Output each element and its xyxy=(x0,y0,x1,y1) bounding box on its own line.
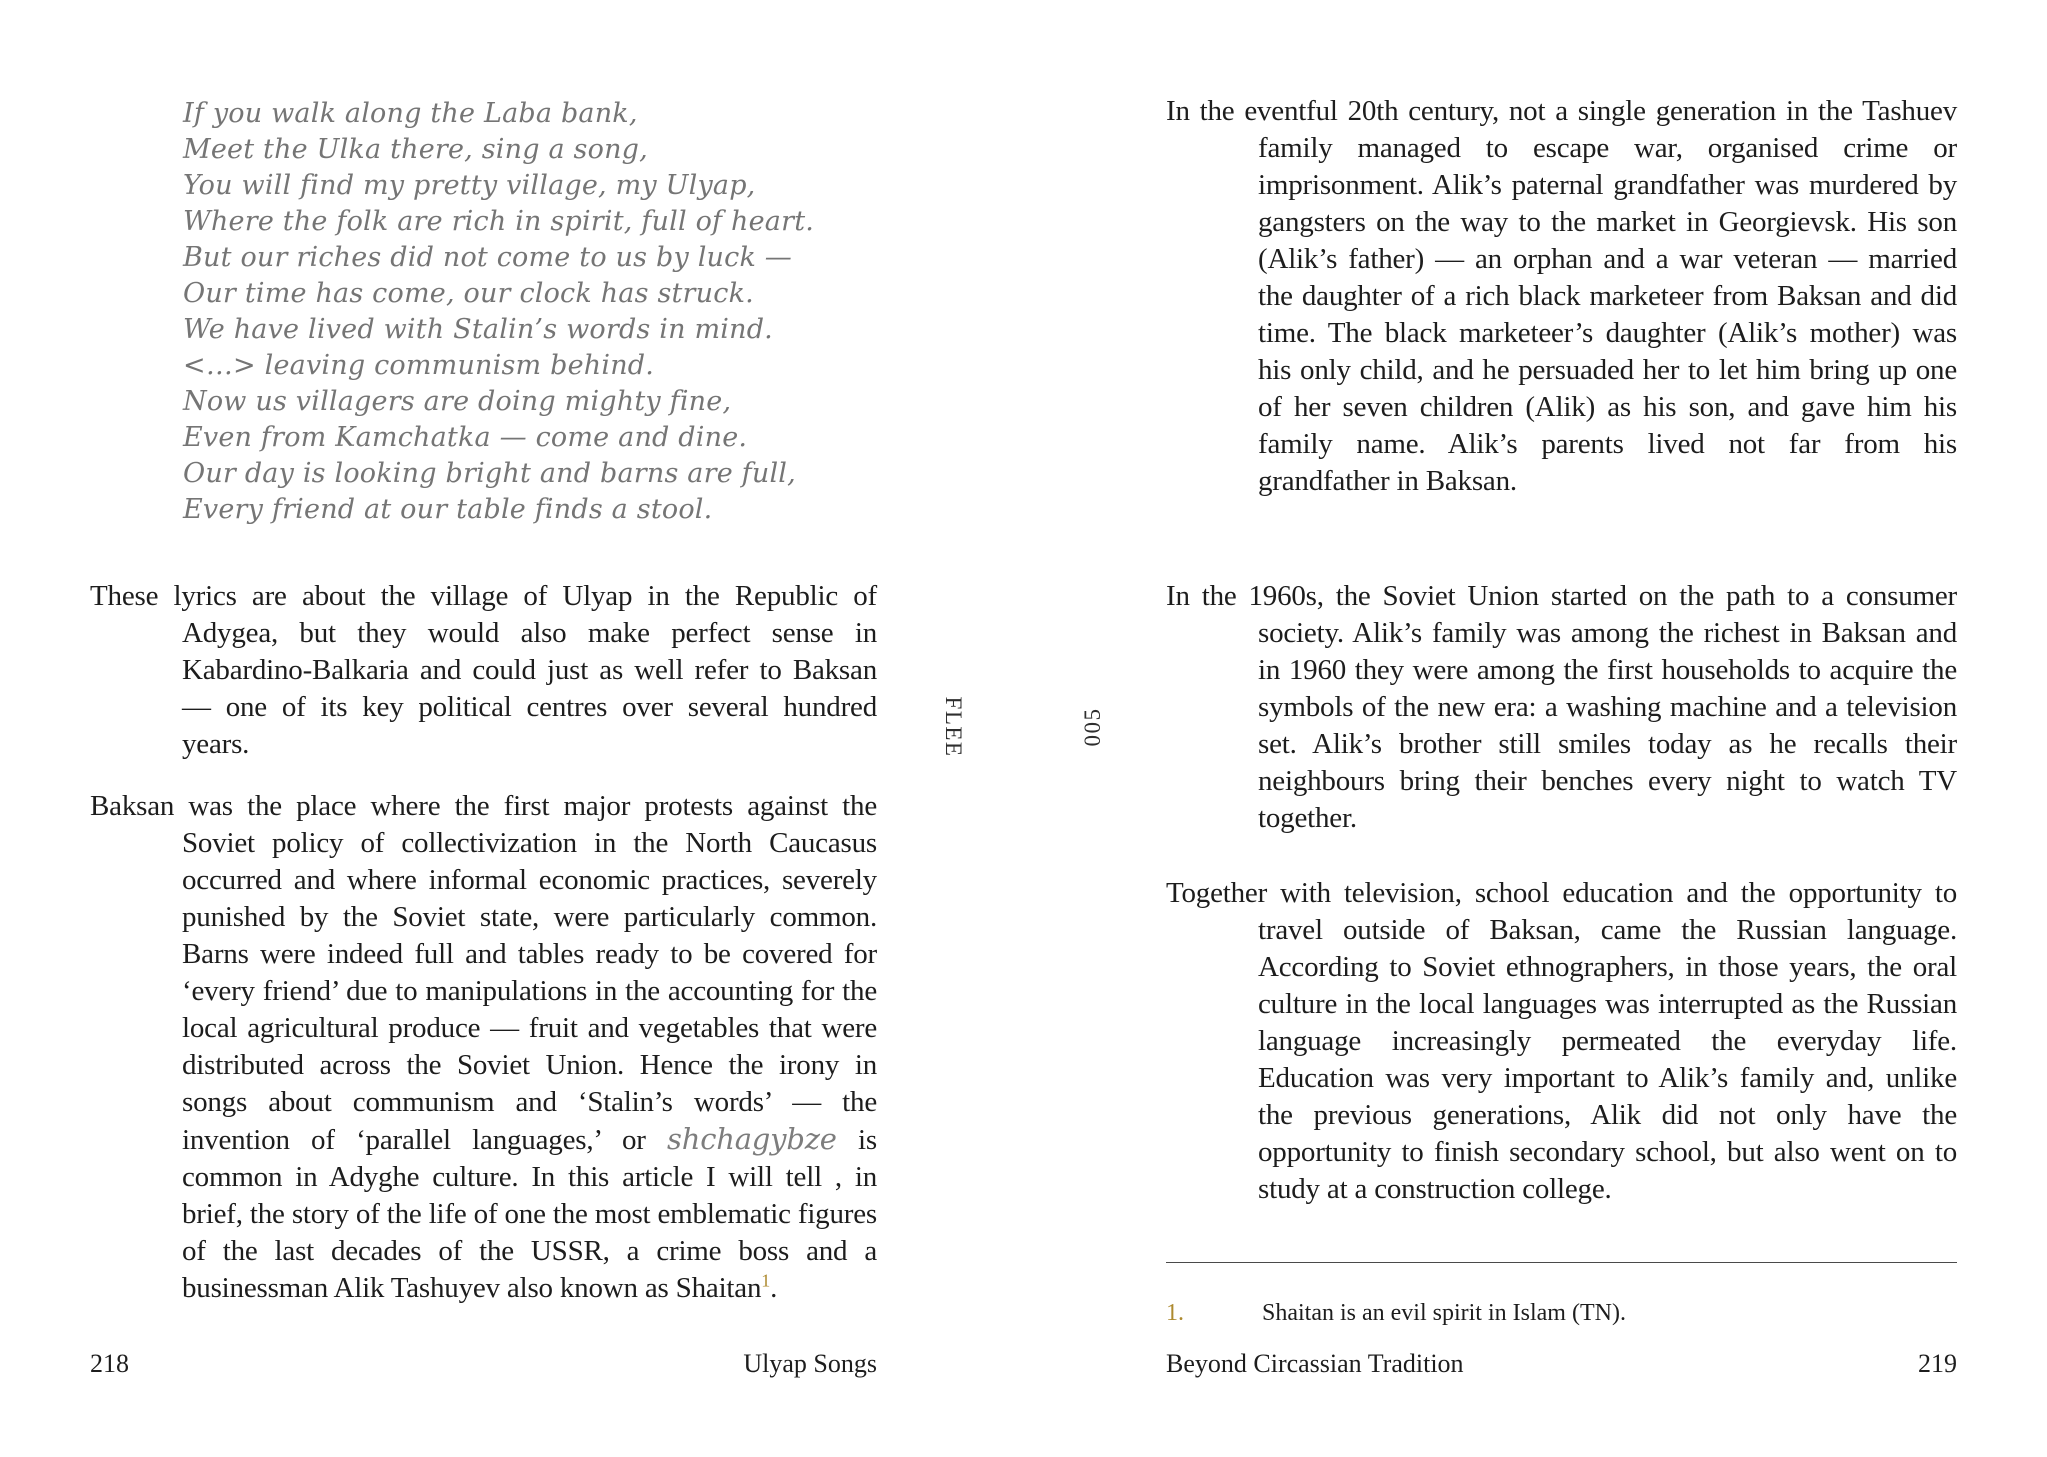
paragraph-segment: . xyxy=(770,1272,778,1304)
poem-line: If you walk along the Laba bank, xyxy=(183,98,638,129)
page-number-right: 219 xyxy=(1918,1349,1957,1378)
poem-line: But our riches did not come to us by luck — xyxy=(183,242,792,273)
paragraph-20th-century: In the eventful 20th century, not a single generation in the Tashuev family managed to escape war, organised crime or imprisonment. Alik’s paternal grandfather was murdered by gangsters on the way to the market in Georgievsk. His son (Alik’s father) — an orphan and a war veteran — married the daughter of a rich black marketeer from Baksan and did time. The black marketeer’s daughter (Alik’s mother) was his only child, and he persuaded her to let him bring up one of her seven children (Alik) as his son, and gave him his family name. Alik’s parents lived not far from his grandfather in Baksan. xyxy=(1166,95,1957,497)
footnote-text: Shaitan is an evil spirit in Islam (TN). xyxy=(1262,1300,1626,1326)
footnote xyxy=(1166,1298,1957,1328)
paragraph-baksan-protests xyxy=(90,788,877,1307)
paragraph-television-education: Together with television, school education and the opportunity to travel outside of Baksan, came the Russian language. According to Soviet ethnographers, in those years, the oral culture in the local languages was interrupted as the Russian language increasingly permeated the everyday life. Education was very important to Alik’s family and, unlike the previous generations, Alik did not only have the opportunity to finish secondary school, but also went on to study at a construction college. xyxy=(1166,877,1957,1205)
poem-line: Our day is looking bright and barns are full, xyxy=(183,458,796,489)
paragraph-segment: Baksan was the place where the first major protests against the Soviet policy of collectivization in the North Caucasus occurred and where informal economic practices, severely punished by the Soviet state, were particularly common. Barns were indeed full and tables ready to be covered for ‘every friend’ due to manipulations in the accounting for the local agricultural produce — fruit and vegetables that were distributed across the Soviet Union. Hence the irony in songs about communism and ‘Stalin’s words’ — the invention of ‘parallel languages,’ or xyxy=(90,790,877,1156)
running-title-right: Beyond Circassian Tradition xyxy=(1166,1349,1464,1378)
page-number-left: 218 xyxy=(90,1349,129,1378)
footnote-divider xyxy=(1166,1262,1957,1263)
right-page-footer xyxy=(1166,1348,1957,1380)
poem-block xyxy=(183,96,814,528)
spine-issue-number: 005 xyxy=(1080,707,1105,747)
poem-line: Even from Kamchatka — come and dine. xyxy=(183,422,748,453)
running-title-left: Ulyap Songs xyxy=(743,1349,877,1378)
poem-line: Now us villagers are doing mighty fine, xyxy=(183,386,732,417)
left-page-footer xyxy=(90,1348,877,1380)
poem-line: Meet the Ulka there, sing a song, xyxy=(183,134,648,165)
poem-line: We have lived with Stalin’s words in mind. xyxy=(183,314,773,345)
paragraph-segment: is common in Adyghe culture. In this article I will tell , in brief, the story of the life of one the most emblematic figures of the last decades of the USSR, a crime boss and a businessman Alik Tashuyev also known as Shaitan xyxy=(182,1124,877,1304)
poem-line: Every friend at our table finds a stool. xyxy=(183,494,713,525)
poem-line: Our time has come, our clock has struck. xyxy=(183,278,754,309)
adyghe-term: shchagybze xyxy=(667,1122,837,1156)
poem-line: <…> leaving communism behind. xyxy=(183,350,655,381)
poem-line: Where the folk are rich in spirit, full of heart. xyxy=(183,206,815,237)
paragraph-1960s: In the 1960s, the Soviet Union started on the path to a consumer society. Alik’s family was among the richest in Baksan and in 1960 they were among the first households to acquire the symbols of the new era: a washing machine and a television set. Alik’s brother still smiles today as he recalls their neighbours bring their benches every night to watch TV together. xyxy=(1166,580,1957,834)
footnote-reference[interactable]: 1 xyxy=(761,1270,771,1291)
footnote-number: 1. xyxy=(1166,1300,1184,1326)
paragraph-these-lyrics: These lyrics are about the village of Ulyap in the Republic of Adygea, but they would also make perfect sense in Kabardino-Balkaria and could just as well refer to Baksan — one of its key political centres over several hundred years. xyxy=(90,580,877,760)
spine-magazine-name: FLEE xyxy=(941,696,966,758)
poem-line: You will find my pretty village, my Ulyap, xyxy=(183,170,756,201)
